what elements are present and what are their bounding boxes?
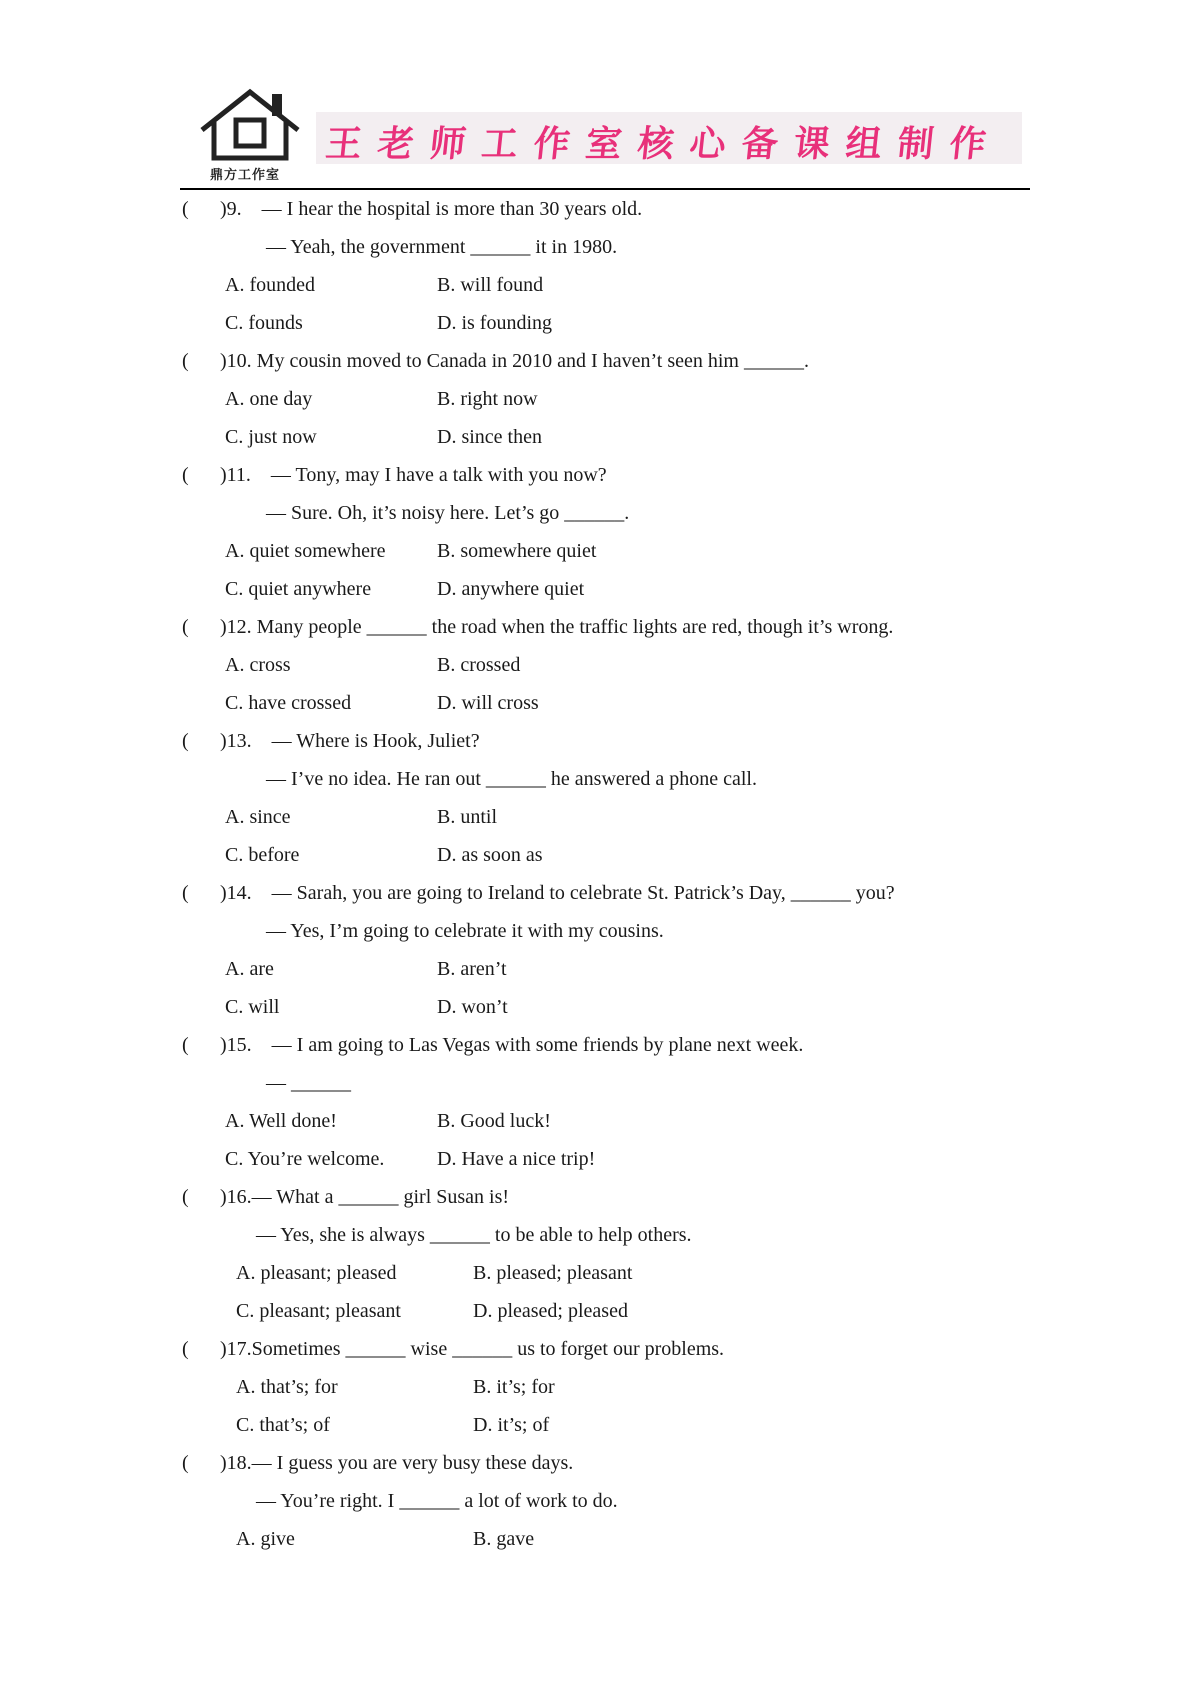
- logo-caption: 鼎方工作室: [210, 168, 281, 183]
- question-9: [0, 190, 1200, 228]
- answer-bracket: (: [182, 1452, 189, 1474]
- question-stem: )17.Sometimes ______ wise ______ us to forget our problems.: [220, 1338, 725, 1360]
- option-a: A. quiet somewhere: [225, 540, 386, 562]
- question-15: [0, 1026, 1200, 1064]
- answer-bracket: (: [182, 1186, 189, 1208]
- option-d: D. Have a nice trip!: [437, 1148, 596, 1170]
- header-banner: [316, 112, 1022, 164]
- option-a: A. since: [225, 806, 291, 828]
- question-reply: — Sure. Oh, it’s noisy here. Let’s go ______.: [266, 502, 630, 524]
- option-c: C. pleasant; pleasant: [236, 1300, 401, 1322]
- question-11: [0, 456, 1200, 494]
- question-10: [0, 342, 1200, 380]
- option-a: A. cross: [225, 654, 291, 676]
- question-reply: — I’ve no idea. He ran out ______ he answered a phone call.: [266, 768, 757, 790]
- question-reply: — Yes, she is always ______ to be able to help others.: [256, 1224, 692, 1246]
- question-18: [0, 1444, 1200, 1482]
- page-header: [180, 82, 1030, 192]
- question-stem: )13. — Where is Hook, Juliet?: [220, 730, 480, 752]
- answer-bracket: (: [182, 730, 189, 752]
- answer-bracket: (: [182, 616, 189, 638]
- question-stem: )11. — Tony, may I have a talk with you now?: [220, 464, 607, 486]
- option-b: B. right now: [437, 388, 538, 410]
- option-c: C. quiet anywhere: [225, 578, 372, 600]
- question-16: [0, 1178, 1200, 1216]
- option-c: C. have crossed: [225, 692, 352, 714]
- option-a: A. pleasant; pleased: [236, 1262, 397, 1284]
- option-a: A. founded: [225, 274, 315, 296]
- option-c: C. will: [225, 996, 280, 1018]
- option-d: D. anywhere quiet: [437, 578, 585, 600]
- option-b: B. crossed: [437, 654, 521, 676]
- question-stem: )10. My cousin moved to Canada in 2010 and I haven’t seen him ______.: [220, 350, 809, 372]
- question-stem: )9. — I hear the hospital is more than 30 years old.: [220, 198, 643, 220]
- option-b: B. somewhere quiet: [437, 540, 597, 562]
- option-d: D. since then: [437, 426, 542, 448]
- option-d: D. will cross: [437, 692, 539, 714]
- question-reply: — ______: [266, 1072, 351, 1094]
- option-b: B. until: [437, 806, 498, 828]
- option-a: A. are: [225, 958, 274, 980]
- option-b: B. Good luck!: [437, 1110, 551, 1132]
- answer-bracket: (: [182, 882, 189, 904]
- option-b: B. pleased; pleasant: [473, 1262, 633, 1284]
- option-d: D. is founding: [437, 312, 552, 334]
- option-b: B. aren’t: [437, 958, 507, 980]
- question-reply: — Yeah, the government ______ it in 1980.: [266, 236, 618, 258]
- option-d: D. won’t: [437, 996, 508, 1018]
- answer-bracket: (: [182, 1338, 189, 1360]
- option-a: A. Well done!: [225, 1110, 337, 1132]
- answer-bracket: (: [182, 464, 189, 486]
- option-c: C. You’re welcome.: [225, 1148, 385, 1170]
- option-d: D. pleased; pleased: [473, 1300, 628, 1322]
- option-a: A. that’s; for: [236, 1376, 338, 1398]
- house-logo-icon: [198, 86, 302, 172]
- answer-bracket: (: [182, 1034, 189, 1056]
- question-stem: )12. Many people ______ the road when the traffic lights are red, though it’s wrong.: [220, 616, 894, 638]
- question-reply: — You’re right. I ______ a lot of work to do.: [256, 1490, 618, 1512]
- question-12: [0, 608, 1200, 646]
- option-b: B. gave: [473, 1528, 535, 1550]
- banner-title: 王老师工作室核心备课组制作: [323, 124, 1004, 165]
- question-17: [0, 1330, 1200, 1368]
- option-a: A. give: [236, 1528, 295, 1550]
- option-b: B. it’s; for: [473, 1376, 555, 1398]
- option-c: C. before: [225, 844, 300, 866]
- option-a: A. one day: [225, 388, 313, 410]
- question-stem: )18.— I guess you are very busy these days.: [220, 1452, 574, 1474]
- option-c: C. that’s; of: [236, 1414, 330, 1436]
- option-c: C. just now: [225, 426, 317, 448]
- answer-bracket: (: [182, 198, 189, 220]
- question-reply: — Yes, I’m going to celebrate it with my cousins.: [266, 920, 664, 942]
- question-stem: )14. — Sarah, you are going to Ireland to celebrate St. Patrick’s Day, ______ you?: [220, 882, 895, 904]
- answer-bracket: (: [182, 350, 189, 372]
- question-13: [0, 722, 1200, 760]
- option-c: C. founds: [225, 312, 303, 334]
- option-d: D. it’s; of: [473, 1414, 550, 1436]
- option-b: B. will found: [437, 274, 544, 296]
- question-list: [0, 190, 1200, 1558]
- option-d: D. as soon as: [437, 844, 543, 866]
- question-stem: )15. — I am going to Las Vegas with some friends by plane next week.: [220, 1034, 804, 1056]
- question-stem: )16.— What a ______ girl Susan is!: [220, 1186, 510, 1208]
- question-14: [0, 874, 1200, 912]
